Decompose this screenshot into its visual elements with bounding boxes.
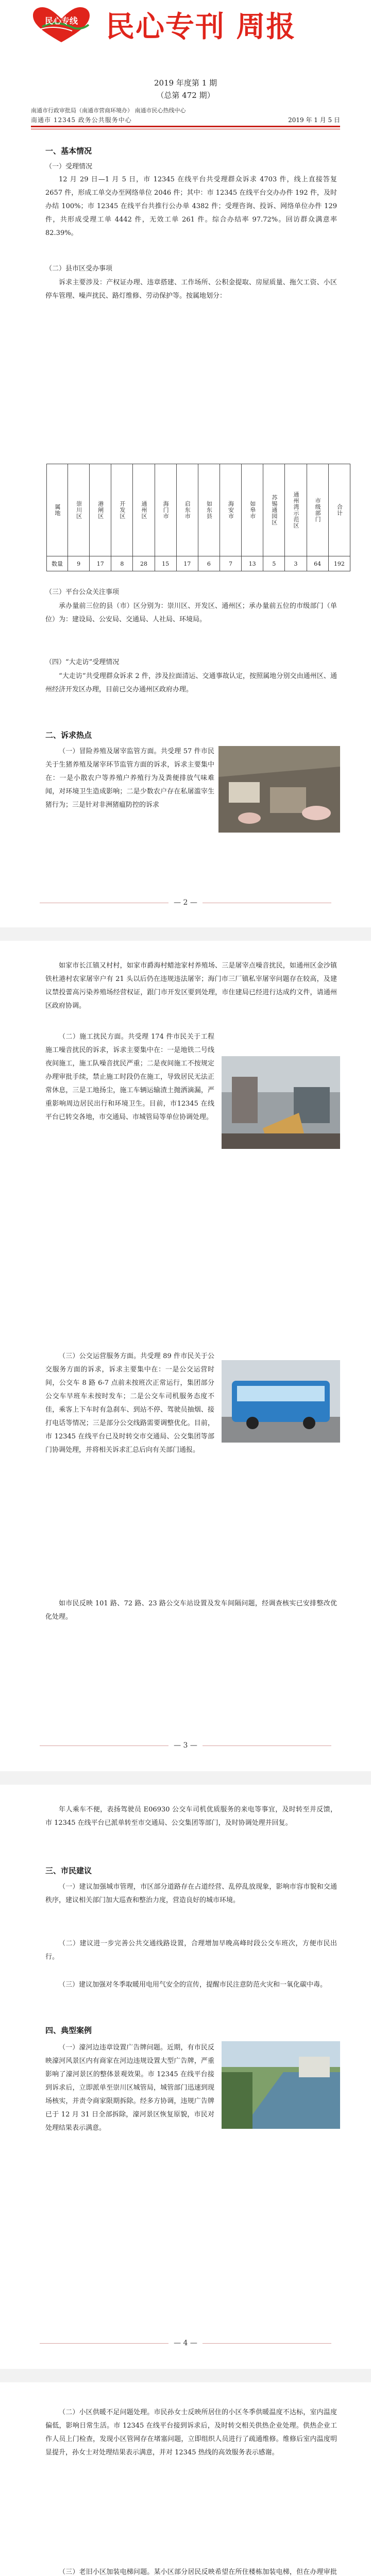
table-cell: 6: [198, 556, 220, 571]
section-cases: 四、典型案例: [45, 2026, 92, 2035]
table-cell: 15: [155, 556, 176, 571]
table-header-cell: 海门市: [155, 464, 176, 556]
table-header-cell: 开发区: [111, 464, 133, 556]
table-header-cell: 市级部门: [307, 464, 328, 556]
table-cell: 28: [133, 556, 155, 571]
table-cell: 7: [220, 556, 241, 571]
table-header-cell: 如皋市: [242, 464, 263, 556]
case-3: （三）老旧小区加装电梯问题。某小区部分居民反映希望在所住楼栋加装电梯，但在办理审批: [59, 2568, 337, 2576]
page-footer: — 4 —: [0, 2339, 371, 2347]
issuing-units: 南通市行政审批局（南通市营商环境办） 南通市民心热线中心: [31, 107, 186, 114]
table-header-row: [47, 464, 350, 556]
table-data-row: [47, 556, 350, 571]
pig-farm-photo: [218, 746, 340, 833]
table-header-cell: 苏锡通园区: [263, 464, 285, 556]
paragraph-bus: （三）公交运营服务方面。共受理 89 件市民关于公交服务方面的诉求，诉求主要集中在：一是公交运营时间，公交车 8 路 6-7 点前未按班次正常运行，集团部分公交车早班车未按时发车；二是公交车司机服务态度不佳，乘客上下车时有急刹车、到站不停、驾驶员抽烟、接打电话等情况；三是部分公交线路需要调整优化。目前，市 12345 在线平台已及时转交市交通局、公交集团等部门协调处理，并将相关诉求汇总后向有关部门通报。: [45, 1352, 214, 1454]
paragraph-bus-cont: 如市民反映 101 路、72 路、23 路公交车站设置及发车间隔问题，经调查核实已安排整改优化处理。: [45, 1600, 337, 1621]
section-hotspots: 二、诉求热点: [45, 731, 92, 740]
table-cell: 3: [285, 556, 307, 571]
table-header-cell: 如东县: [198, 464, 220, 556]
subsection-top-concerns: （三）平台公众关注事项: [45, 588, 120, 596]
table-cell: 17: [176, 556, 198, 571]
paragraph-visits: “大走访”共受理群众诉求 2 件，涉及拉面清运、交通事故认定，按照属地分别交由通州区、通州经济开发区办理，目前已交办通州区政府办理。: [45, 672, 337, 693]
case-1: （一）濠河边违章设置广告牌问题。近期，有市民反映濠河风景区内有商家在河边违规设置大型广告牌，严重影响了濠河景区的整体景观效果。市 12345 在线平台接到诉求后，立即派单至崇川区城管局，城管部门迅速到现场核实，并责令商家限期拆除。经多方协调，违规广告牌已于 12 月 31 日全部拆除，濠河景区恢复原貌，市民对处理结果表示满意。: [45, 2044, 214, 2132]
table-header-cell: 通州区: [133, 464, 155, 556]
table-cell: 192: [328, 556, 350, 571]
brand-title: 民心专刊 周报: [106, 10, 296, 44]
heart-logo-icon: [31, 6, 92, 43]
issue-date: 2019 年 1 月 5 日: [288, 116, 340, 124]
table-header-cell: 港闸区: [90, 464, 111, 556]
page-footer: — 2 —: [0, 899, 371, 907]
paragraph-livestock: （一）冒险养殖及屠宰监管方面。共受理 57 件市民关于生猪养殖及屠宰环节监管方面的诉求，诉求主要集中在：一是小散农户等养殖户养殖行为及粪便排放气味难闻，对环境卫生造成影响；二是少数农户存在私屠滥宰生猪行为；三是针对非洲猪瘟防控的诉求: [45, 748, 214, 809]
section-basic-info: 一、基本情况: [45, 146, 92, 156]
issue-number: 2019 年度第 1 期: [154, 78, 217, 88]
suggestion-1: （一）建议加强城市管理，市区部分道路存在占道经营、乱停乱放现象，影响市容市貌和交通秩序，建议相关部门加大巡查和整治力度，营造良好的城市环境。: [45, 1883, 337, 1904]
table-cell: 13: [242, 556, 263, 571]
issue-total: （总第 472 期）: [156, 91, 215, 100]
section-suggestions: 三、市民建议: [45, 1866, 92, 1875]
masthead: [0, 0, 371, 47]
page-break: [0, 927, 371, 941]
logo-text: 民心专线: [44, 16, 78, 26]
page-number: 3: [183, 1741, 188, 1750]
table-header-cell: 海安市: [220, 464, 241, 556]
table-cell: 64: [307, 556, 328, 571]
paragraph-intake: 12 月 29 日—1 月 5 日，市 12345 在线平台共受理群众诉求 4703 件，线上直接答复 2657 件，形成工单交办至网络单位 2046 件；其中：市 12345 在线平台交办办件 192 件，及时办结 100%；市 12345 在线平台共推行公办单 4382 件；受理咨询、投诉、网络单位办件 129 件，共形成受理工单 4442 件，无效工单 261 件。综合办结率 97.72%。回访群众满意率 82.39%。: [45, 176, 337, 237]
suggestion-2: （二）建议进一步完善公共交通线路设置，合理增加早晚高峰时段公交车班次，方便市民出行。: [45, 1940, 337, 1961]
subsection-districts: （二）县市区受办事项: [45, 265, 113, 273]
paragraph-bus-praise: 年人乘车不便，表扬驾驶员 E06930 公交车司机优质服务的来电等事宜，及时转至并反馈，市 12345 在线平台已派单转至市交通局、公交集团等部门，及时协调处理并回复。: [45, 1806, 337, 1827]
suggestion-3: （三）建议加强对冬季取暖用电用气安全的宣传，提醒市民注意防范火灾和一氧化碳中毒。: [59, 1981, 327, 1989]
table-header-cell: 通州湾示范区: [285, 464, 307, 556]
table-cell: 9: [68, 556, 90, 571]
bus-photo: [222, 1360, 340, 1443]
table-cell: 8: [111, 556, 133, 571]
table-header-cell: 启东市: [176, 464, 198, 556]
table-header-cell: 合计: [328, 464, 350, 556]
paragraph-livestock-cont: 如家市长江镇又村村，如家市爵海村蜡池家村养殖场、三是屠宰点噪音扰民，如通州区金沙镇铁杜港村农家屠宰户有 21 头以后仍在违规违法屠宰；海门市三厂镇私宰屠宰问题存在较高，及建议禁投蕾高污染养殖场经营权证，跟门市开发区要到处理，市住建局已经进行达成约文件，请通州区政府协调。: [45, 962, 337, 1010]
paragraph-top-concerns: 承办量前三位的县（市）区分别为：崇川区、开发区、通州区；承办量前五位的市级部门（单位）为：建设局、公安局、交通局、人社局、环境局。: [45, 602, 337, 623]
river-photo: [222, 2041, 340, 2129]
paragraph-construction: （二）施工扰民方面。共受理 174 件市民关于工程施工噪音扰民的诉求，诉求主要集中在：一是地铁二号线夜间施工，施工队噪音扰民严重；二是夜间施工不按规定办理审批手续，禁止施工时段仍在施工，导致居民无法正常休息，三是工地扬尘，施工车辆运输渣土抛洒滴漏，严重影响周边居民出行和环境卫生。目前，市12345 在线平台已转交各地，市交通局、市城管局等单位协调处理。: [45, 1033, 214, 1121]
subsection-visits: （四）“大走访”受理情况: [45, 658, 120, 666]
table-header-cell: 崇川区: [68, 464, 90, 556]
page-number: 4: [183, 2339, 188, 2347]
case-2: （二）小区供暖不足问题处理。市民孙女士反映所居住的小区冬季供暖温度不达标，室内温度偏低，影响日常生活。市 12345 在线平台接到诉求后，及时转交相关供热企业处理。供热企业工作人员上门检查，发现小区管网存在堵塞问题，立即组织人员进行了疏通维修。维修后室内温度明显提升，孙女士对处理结果表示满意，并对 12345 热线的高效服务表示感谢。: [45, 2409, 337, 2456]
page-break: [0, 2369, 371, 2382]
table-header-cell: 属地: [47, 464, 68, 556]
district-table: [46, 464, 350, 571]
page-break: [0, 1771, 371, 1785]
construction-photo: [222, 1056, 340, 1149]
table-row-label: 数量: [47, 556, 68, 571]
page-footer: — 3 —: [0, 1741, 371, 1750]
table-cell: 17: [90, 556, 111, 571]
subsection-intake: （一）受理情况: [45, 163, 93, 171]
header-rule: [31, 126, 340, 127]
page-number: 2: [183, 899, 188, 907]
table-cell: 5: [263, 556, 285, 571]
paragraph-districts: 诉求主要涉及：产权证办理、违章搭建、工作场所、公积金提取、房屋质量、拖欠工资、小区停车管理、噪声扰民、路灯维修、劳动保护等。按属地划分：: [45, 279, 337, 300]
issuing-center: 南通市 12345 政务公共服务中心: [31, 116, 132, 124]
